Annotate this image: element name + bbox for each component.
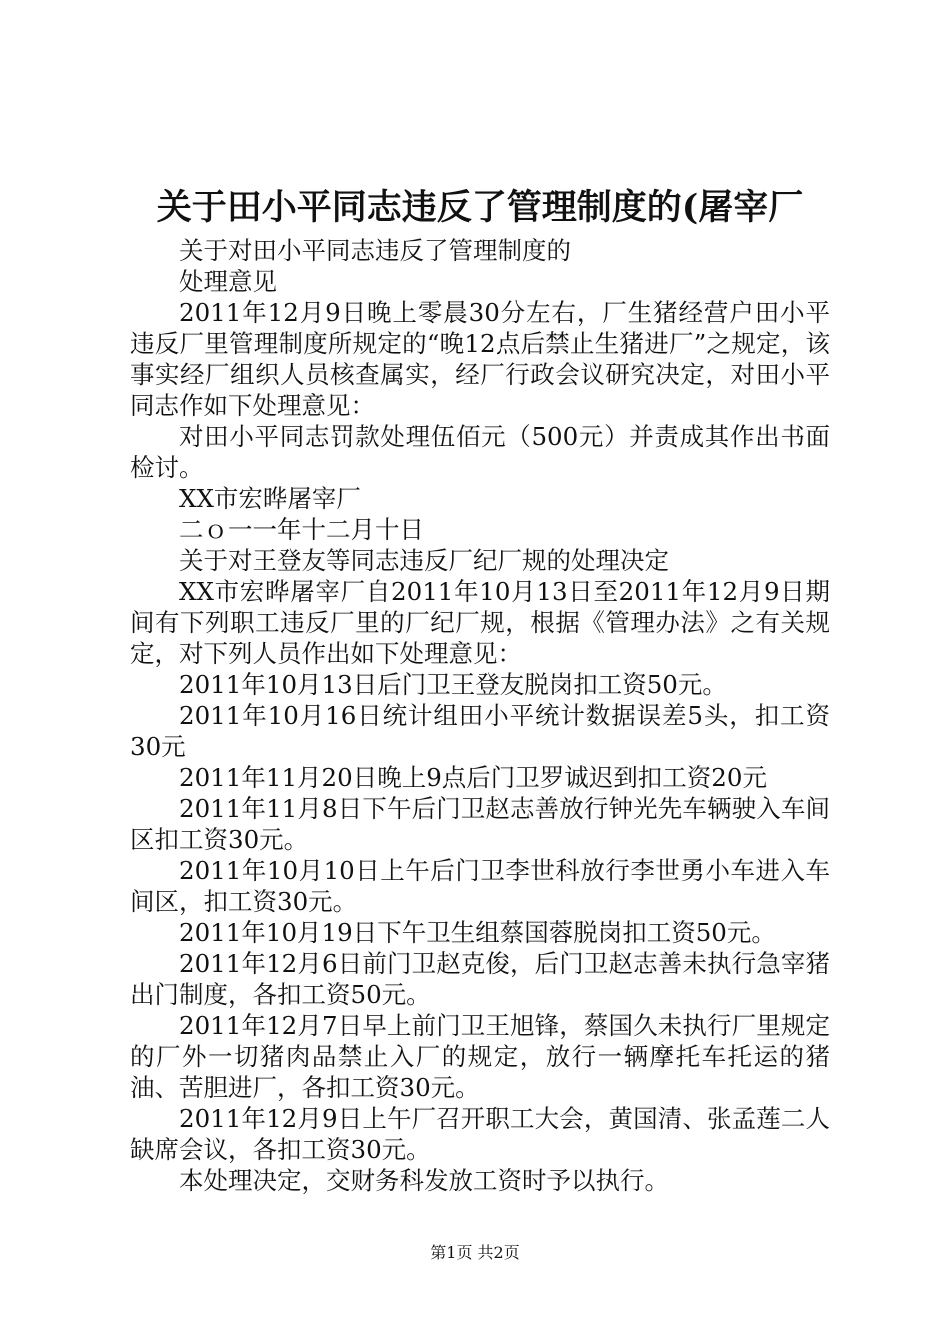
paragraph: 二ｏ一一年十二月十日	[179, 515, 424, 544]
document-body	[130, 235, 830, 1196]
paragraph: 2011年10月13日后门卫王登友脱岗扣工资50元。	[179, 670, 727, 699]
document-title: 关于田小平同志违反了管理制度的(屠宰厂	[156, 187, 804, 228]
paragraph: 2011年10月19日下午卫生组蔡国蓉脱岗扣工资50元。	[179, 918, 776, 947]
paragraph: 2011年11月8日下午后门卫赵志善放行钟光先车辆驶入车间区扣工资30元。	[130, 794, 830, 854]
paragraph: 2011年10月16日统计组田小平统计数据误差5头，扣工资30元	[130, 701, 830, 761]
paragraph: 2011年12月6日前门卫赵克俊，后门卫赵志善未执行急宰猪出门制度，各扣工资50元。	[130, 949, 830, 1009]
paragraph: 关于对王登友等同志违反厂纪厂规的处理决定	[179, 546, 669, 575]
paragraph: 2011年12月9日上午厂召开职工大会，黄国清、张孟莲二人缺席会议，各扣工资30元。	[130, 1104, 830, 1164]
paragraph: 本处理决定，交财务科发放工资时予以执行。	[179, 1166, 669, 1195]
paragraph: 2011年12月7日早上前门卫王旭锋，蔡国久未执行厂里规定的厂外一切猪肉品禁止入厂的规定，放行一辆摩托车托运的猪油、苦胆进厂，各扣工资30元。	[130, 1011, 830, 1102]
paragraph: 处理意见	[179, 267, 277, 296]
page-number-footer: 第1页 共2页	[430, 1243, 520, 1262]
paragraph: 2011年12月9日晚上零晨30分左右，厂生猪经营户田小平违反厂里管理制度所规定的“晚12点后禁止生猪进厂”之规定，该事实经厂组织人员核查属实，经厂行政会议研究决定，对田小平同志作如下处理意见：	[130, 298, 830, 420]
paragraph: XX市宏晔屠宰厂	[179, 484, 361, 513]
paragraph: 2011年10月10日上午后门卫李世科放行李世勇小车进入车间区，扣工资30元。	[130, 856, 830, 916]
paragraph: 关于对田小平同志违反了管理制度的	[179, 236, 571, 265]
paragraph: 对田小平同志罚款处理伍佰元（500元）并责成其作出书面检讨。	[130, 422, 830, 482]
paragraph: 2011年11月20日晚上9点后门卫罗诚迟到扣工资20元	[179, 763, 767, 792]
paragraph: XX市宏晔屠宰厂自2011年10月13日至2011年12月9日期间有下列职工违反厂里的厂纪厂规，根据《管理办法》之有关规定，对下列人员作出如下处理意见：	[130, 577, 830, 668]
